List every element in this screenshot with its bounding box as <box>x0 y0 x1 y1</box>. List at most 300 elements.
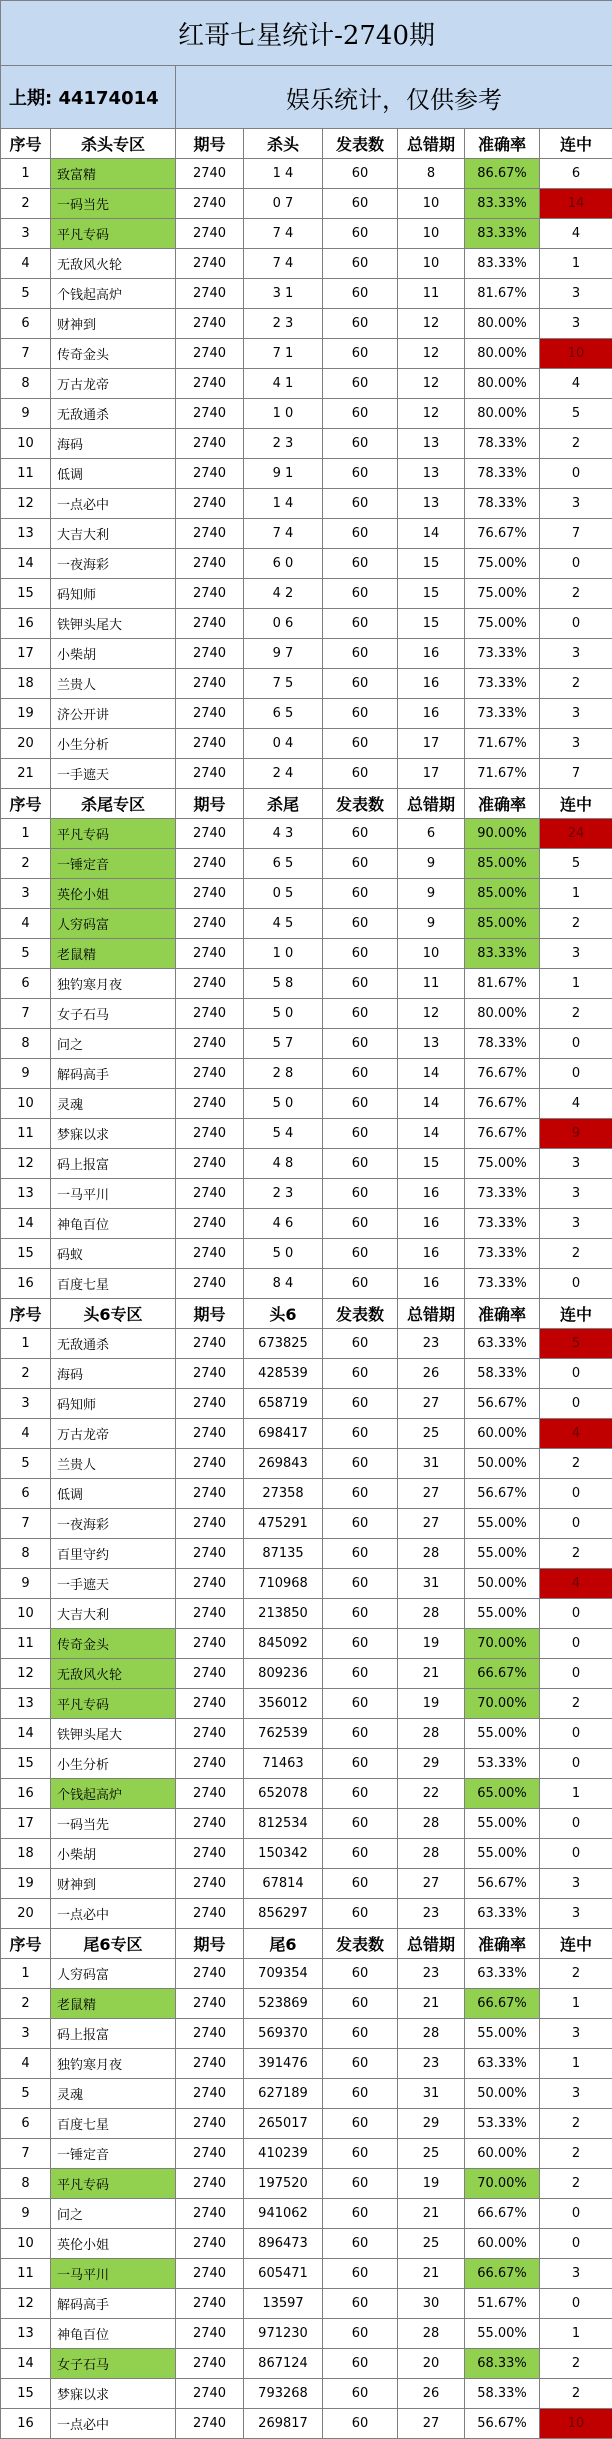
cell-streak: 2 <box>540 579 612 609</box>
cell-accuracy: 73.33% <box>465 699 540 729</box>
cell-prediction: 150342 <box>244 1839 323 1869</box>
table-row <box>1 1389 612 1419</box>
table-row <box>1 1899 612 1929</box>
cell-accuracy: 71.67% <box>465 759 540 789</box>
cell-total-misses: 10 <box>398 939 465 969</box>
cell-published-count: 60 <box>323 699 398 729</box>
cell-index: 10 <box>1 1089 51 1119</box>
cell-period: 2740 <box>176 1629 244 1659</box>
cell-published-count: 60 <box>323 969 398 999</box>
cell-published-count: 60 <box>323 669 398 699</box>
table-row <box>1 819 612 849</box>
cell-prediction: 652078 <box>244 1779 323 1809</box>
cell-expert-name: 传奇金头 <box>51 339 176 369</box>
cell-prediction: 605471 <box>244 2259 323 2289</box>
cell-streak: 0 <box>540 1749 612 1779</box>
cell-accuracy: 60.00% <box>465 1419 540 1449</box>
cell-published-count: 60 <box>323 249 398 279</box>
cell-streak: 0 <box>540 1059 612 1089</box>
table-row <box>1 399 612 429</box>
column-header-prediction: 头6 <box>244 1299 323 1329</box>
cell-accuracy: 90.00% <box>465 819 540 849</box>
cell-accuracy: 83.33% <box>465 189 540 219</box>
table-row <box>1 729 612 759</box>
cell-accuracy: 55.00% <box>465 1509 540 1539</box>
cell-index: 3 <box>1 879 51 909</box>
cell-streak: 2 <box>540 2379 612 2409</box>
cell-period: 2740 <box>176 1719 244 1749</box>
cell-streak: 2 <box>540 2169 612 2199</box>
cell-period: 2740 <box>176 1449 244 1479</box>
cell-published-count: 60 <box>323 609 398 639</box>
cell-published-count: 60 <box>323 2049 398 2079</box>
cell-prediction: 569370 <box>244 2019 323 2049</box>
table-row <box>1 2109 612 2139</box>
table-row <box>1 2049 612 2079</box>
cell-published-count: 60 <box>323 1839 398 1869</box>
cell-expert-name: 灵魂 <box>51 2079 176 2109</box>
cell-streak: 0 <box>540 459 612 489</box>
cell-accuracy: 66.67% <box>465 1659 540 1689</box>
cell-period: 2740 <box>176 369 244 399</box>
cell-accuracy: 63.33% <box>465 1959 540 1989</box>
cell-index: 4 <box>1 249 51 279</box>
cell-accuracy: 73.33% <box>465 1179 540 1209</box>
cell-expert-name: 女子石马 <box>51 2349 176 2379</box>
cell-total-misses: 15 <box>398 1149 465 1179</box>
cell-index: 14 <box>1 1209 51 1239</box>
cell-published-count: 60 <box>323 819 398 849</box>
cell-period: 2740 <box>176 2079 244 2109</box>
cell-expert-name: 百度七星 <box>51 2109 176 2139</box>
cell-total-misses: 28 <box>398 2319 465 2349</box>
cell-index: 1 <box>1 1329 51 1359</box>
cell-published-count: 60 <box>323 1449 398 1479</box>
cell-period: 2740 <box>176 1869 244 1899</box>
cell-expert-name: 一点必中 <box>51 2409 176 2439</box>
cell-published-count: 60 <box>323 1719 398 1749</box>
table-row <box>1 1029 612 1059</box>
cell-period: 2740 <box>176 2259 244 2289</box>
column-header-index: 序号 <box>1 1929 51 1959</box>
cell-total-misses: 6 <box>398 819 465 849</box>
cell-total-misses: 16 <box>398 1179 465 1209</box>
cell-index: 2 <box>1 849 51 879</box>
cell-prediction: 0 5 <box>244 879 323 909</box>
cell-period: 2740 <box>176 759 244 789</box>
cell-accuracy: 80.00% <box>465 369 540 399</box>
cell-prediction: 269817 <box>244 2409 323 2439</box>
cell-period: 2740 <box>176 2139 244 2169</box>
cell-total-misses: 23 <box>398 1959 465 1989</box>
cell-published-count: 60 <box>323 1989 398 2019</box>
column-header-published-count: 发表数 <box>323 129 398 159</box>
table-row <box>1 369 612 399</box>
cell-streak: 2 <box>540 2139 612 2169</box>
cell-total-misses: 9 <box>398 879 465 909</box>
cell-streak: 0 <box>540 1269 612 1299</box>
cell-expert-name: 一夜海彩 <box>51 1509 176 1539</box>
table-row <box>1 909 612 939</box>
cell-accuracy: 85.00% <box>465 909 540 939</box>
cell-accuracy: 70.00% <box>465 1689 540 1719</box>
cell-index: 15 <box>1 579 51 609</box>
cell-published-count: 60 <box>323 1239 398 1269</box>
cell-accuracy: 83.33% <box>465 939 540 969</box>
column-header-published-count: 发表数 <box>323 1299 398 1329</box>
cell-index: 10 <box>1 2229 51 2259</box>
cell-total-misses: 21 <box>398 1989 465 2019</box>
table-row <box>1 1209 612 1239</box>
cell-total-misses: 15 <box>398 609 465 639</box>
cell-index: 15 <box>1 1749 51 1779</box>
cell-period: 2740 <box>176 1479 244 1509</box>
table-row <box>1 429 612 459</box>
cell-total-misses: 31 <box>398 2079 465 2109</box>
cell-published-count: 60 <box>323 2139 398 2169</box>
table-row <box>1 1599 612 1629</box>
table-row <box>1 669 612 699</box>
cell-published-count: 60 <box>323 849 398 879</box>
cell-streak: 0 <box>540 1359 612 1389</box>
cell-streak: 3 <box>540 2079 612 2109</box>
cell-published-count: 60 <box>323 1269 398 1299</box>
cell-published-count: 60 <box>323 2109 398 2139</box>
cell-index: 8 <box>1 1029 51 1059</box>
cell-accuracy: 78.33% <box>465 459 540 489</box>
cell-total-misses: 19 <box>398 1689 465 1719</box>
cell-total-misses: 10 <box>398 219 465 249</box>
cell-total-misses: 28 <box>398 1809 465 1839</box>
cell-accuracy: 83.33% <box>465 249 540 279</box>
cell-accuracy: 75.00% <box>465 549 540 579</box>
cell-accuracy: 55.00% <box>465 2319 540 2349</box>
cell-accuracy: 80.00% <box>465 309 540 339</box>
cell-accuracy: 55.00% <box>465 2019 540 2049</box>
cell-total-misses: 16 <box>398 1239 465 1269</box>
cell-published-count: 60 <box>323 2169 398 2199</box>
cell-streak: 2 <box>540 429 612 459</box>
cell-total-misses: 23 <box>398 1329 465 1359</box>
cell-index: 11 <box>1 459 51 489</box>
table-row <box>1 1449 612 1479</box>
cell-streak: 4 <box>540 1419 612 1449</box>
cell-period: 2740 <box>176 549 244 579</box>
cell-total-misses: 29 <box>398 1749 465 1779</box>
cell-prediction: 2 3 <box>244 1179 323 1209</box>
table-row <box>1 939 612 969</box>
table-row <box>1 2019 612 2049</box>
cell-accuracy: 76.67% <box>465 1059 540 1089</box>
cell-index: 13 <box>1 2319 51 2349</box>
column-header-streak: 连中 <box>540 1929 612 1959</box>
cell-prediction: 4 2 <box>244 579 323 609</box>
table-row <box>1 879 612 909</box>
cell-expert-name: 独钓寒月夜 <box>51 969 176 999</box>
cell-period: 2740 <box>176 1689 244 1719</box>
cell-index: 3 <box>1 219 51 249</box>
cell-index: 11 <box>1 1119 51 1149</box>
cell-total-misses: 19 <box>398 2169 465 2199</box>
cell-expert-name: 平凡专码 <box>51 2169 176 2199</box>
table-row <box>1 1809 612 1839</box>
cell-accuracy: 55.00% <box>465 1719 540 1749</box>
table-row <box>1 2229 612 2259</box>
table-row <box>1 699 612 729</box>
column-header-published-count: 发表数 <box>323 789 398 819</box>
cell-accuracy: 75.00% <box>465 579 540 609</box>
cell-streak: 3 <box>540 1179 612 1209</box>
column-header-prediction: 杀头 <box>244 129 323 159</box>
cell-index: 6 <box>1 309 51 339</box>
cell-published-count: 60 <box>323 1899 398 1929</box>
cell-period: 2740 <box>176 399 244 429</box>
table-row <box>1 1989 612 2019</box>
cell-expert-name: 大吉大利 <box>51 519 176 549</box>
cell-prediction: 1 4 <box>244 489 323 519</box>
cell-expert-name: 问之 <box>51 1029 176 1059</box>
cell-published-count: 60 <box>323 2079 398 2109</box>
cell-published-count: 60 <box>323 1059 398 1089</box>
column-header-index: 序号 <box>1 789 51 819</box>
cell-total-misses: 26 <box>398 1359 465 1389</box>
cell-streak: 3 <box>540 309 612 339</box>
cell-accuracy: 55.00% <box>465 1809 540 1839</box>
cell-expert-name: 平凡专码 <box>51 819 176 849</box>
cell-prediction: 0 6 <box>244 609 323 639</box>
cell-streak: 9 <box>540 1119 612 1149</box>
cell-index: 14 <box>1 1719 51 1749</box>
cell-prediction: 475291 <box>244 1509 323 1539</box>
cell-accuracy: 66.67% <box>465 2259 540 2289</box>
cell-accuracy: 50.00% <box>465 2079 540 2109</box>
cell-streak: 1 <box>540 2049 612 2079</box>
cell-expert-name: 人穷码富 <box>51 909 176 939</box>
cell-published-count: 60 <box>323 1779 398 1809</box>
cell-expert-name: 老鼠精 <box>51 939 176 969</box>
cell-expert-name: 女子石马 <box>51 999 176 1029</box>
cell-index: 16 <box>1 2409 51 2439</box>
cell-index: 5 <box>1 279 51 309</box>
cell-published-count: 60 <box>323 519 398 549</box>
cell-index: 11 <box>1 2259 51 2289</box>
cell-total-misses: 13 <box>398 1029 465 1059</box>
cell-expert-name: 百里守约 <box>51 1539 176 1569</box>
cell-period: 2740 <box>176 2319 244 2349</box>
cell-accuracy: 78.33% <box>465 429 540 459</box>
cell-index: 3 <box>1 1389 51 1419</box>
cell-accuracy: 63.33% <box>465 2049 540 2079</box>
table-row <box>1 2079 612 2109</box>
cell-expert-name: 一点必中 <box>51 1899 176 1929</box>
cell-index: 8 <box>1 1539 51 1569</box>
cell-total-misses: 31 <box>398 1449 465 1479</box>
cell-total-misses: 16 <box>398 639 465 669</box>
cell-prediction: 0 7 <box>244 189 323 219</box>
cell-streak: 1 <box>540 879 612 909</box>
cell-streak: 4 <box>540 1569 612 1599</box>
table-row <box>1 2199 612 2229</box>
table-row <box>1 1269 612 1299</box>
cell-total-misses: 25 <box>398 1419 465 1449</box>
cell-streak: 5 <box>540 1329 612 1359</box>
cell-accuracy: 65.00% <box>465 1779 540 1809</box>
column-header-prediction: 尾6 <box>244 1929 323 1959</box>
cell-prediction: 5 0 <box>244 1239 323 1269</box>
cell-streak: 3 <box>540 939 612 969</box>
cell-total-misses: 11 <box>398 969 465 999</box>
cell-expert-name: 一点必中 <box>51 489 176 519</box>
cell-period: 2740 <box>176 1179 244 1209</box>
table-row <box>1 1689 612 1719</box>
cell-published-count: 60 <box>323 2019 398 2049</box>
cell-index: 12 <box>1 489 51 519</box>
cell-expert-name: 小柴胡 <box>51 639 176 669</box>
cell-prediction: 896473 <box>244 2229 323 2259</box>
cell-published-count: 60 <box>323 1329 398 1359</box>
cell-accuracy: 73.33% <box>465 669 540 699</box>
cell-index: 16 <box>1 609 51 639</box>
cell-published-count: 60 <box>323 1539 398 1569</box>
cell-streak: 7 <box>540 759 612 789</box>
cell-total-misses: 28 <box>398 2019 465 2049</box>
cell-total-misses: 20 <box>398 2349 465 2379</box>
cell-total-misses: 10 <box>398 249 465 279</box>
cell-accuracy: 66.67% <box>465 2199 540 2229</box>
column-header-accuracy: 准确率 <box>465 129 540 159</box>
cell-accuracy: 76.67% <box>465 1119 540 1149</box>
cell-expert-name: 英伦小姐 <box>51 879 176 909</box>
table-row <box>1 2409 612 2439</box>
cell-accuracy: 53.33% <box>465 1749 540 1779</box>
cell-published-count: 60 <box>323 729 398 759</box>
cell-accuracy: 55.00% <box>465 1539 540 1569</box>
table-row <box>1 1959 612 1989</box>
cell-accuracy: 56.67% <box>465 1869 540 1899</box>
cell-prediction: 269843 <box>244 1449 323 1479</box>
cell-streak: 2 <box>540 1539 612 1569</box>
cell-accuracy: 86.67% <box>465 159 540 189</box>
cell-published-count: 60 <box>323 219 398 249</box>
cell-period: 2740 <box>176 1059 244 1089</box>
cell-expert-name: 英伦小姐 <box>51 2229 176 2259</box>
cell-published-count: 60 <box>323 189 398 219</box>
column-header-total-misses: 总错期 <box>398 789 465 819</box>
cell-expert-name: 解码高手 <box>51 1059 176 1089</box>
cell-expert-name: 神龟百位 <box>51 2319 176 2349</box>
cell-index: 5 <box>1 1449 51 1479</box>
cell-streak: 1 <box>540 1989 612 2019</box>
table-row <box>1 969 612 999</box>
cell-prediction: 2 4 <box>244 759 323 789</box>
cell-expert-name: 个钱起高炉 <box>51 1779 176 1809</box>
cell-index: 17 <box>1 1809 51 1839</box>
cell-prediction: 9 7 <box>244 639 323 669</box>
cell-published-count: 60 <box>323 579 398 609</box>
cell-streak: 3 <box>540 1209 612 1239</box>
cell-total-misses: 28 <box>398 1719 465 1749</box>
cell-expert-name: 码上报富 <box>51 2019 176 2049</box>
cell-prediction: 356012 <box>244 1689 323 1719</box>
cell-published-count: 60 <box>323 1389 398 1419</box>
table-row <box>1 1059 612 1089</box>
cell-index: 7 <box>1 339 51 369</box>
cell-prediction: 391476 <box>244 2049 323 2079</box>
cell-streak: 3 <box>540 279 612 309</box>
cell-period: 2740 <box>176 1089 244 1119</box>
cell-index: 13 <box>1 519 51 549</box>
cell-period: 2740 <box>176 1839 244 1869</box>
cell-accuracy: 53.33% <box>465 2109 540 2139</box>
cell-total-misses: 27 <box>398 1479 465 1509</box>
cell-total-misses: 26 <box>398 2379 465 2409</box>
cell-prediction: 87135 <box>244 1539 323 1569</box>
cell-expert-name: 财神到 <box>51 1869 176 1899</box>
column-header-index: 序号 <box>1 129 51 159</box>
cell-index: 19 <box>1 1869 51 1899</box>
cell-streak: 0 <box>540 1719 612 1749</box>
cell-streak: 0 <box>540 1659 612 1689</box>
cell-streak: 2 <box>540 2349 612 2379</box>
cell-expert-name: 个钱起高炉 <box>51 279 176 309</box>
cell-total-misses: 21 <box>398 2199 465 2229</box>
table-row <box>1 189 612 219</box>
table-row <box>1 759 612 789</box>
cell-prediction: 7 4 <box>244 219 323 249</box>
cell-prediction: 627189 <box>244 2079 323 2109</box>
cell-period: 2740 <box>176 909 244 939</box>
table-row <box>1 1239 612 1269</box>
cell-expert-name: 一锤定音 <box>51 2139 176 2169</box>
cell-streak: 6 <box>540 159 612 189</box>
table-row <box>1 1329 612 1359</box>
cell-index: 11 <box>1 1629 51 1659</box>
cell-published-count: 60 <box>323 939 398 969</box>
cell-accuracy: 70.00% <box>465 1629 540 1659</box>
cell-streak: 3 <box>540 639 612 669</box>
cell-total-misses: 9 <box>398 909 465 939</box>
cell-period: 2740 <box>176 2169 244 2199</box>
cell-expert-name: 无敌风火轮 <box>51 249 176 279</box>
cell-index: 5 <box>1 939 51 969</box>
cell-index: 4 <box>1 1419 51 1449</box>
cell-period: 2740 <box>176 1419 244 1449</box>
cell-period: 2740 <box>176 1779 244 1809</box>
cell-period: 2740 <box>176 1569 244 1599</box>
cell-streak: 0 <box>540 1839 612 1869</box>
cell-prediction: 4 6 <box>244 1209 323 1239</box>
cell-period: 2740 <box>176 2289 244 2319</box>
cell-streak: 4 <box>540 219 612 249</box>
cell-streak: 3 <box>540 1899 612 1929</box>
cell-expert-name: 海码 <box>51 429 176 459</box>
cell-expert-name: 码知师 <box>51 579 176 609</box>
cell-expert-name: 传奇金头 <box>51 1629 176 1659</box>
table-row <box>1 1719 612 1749</box>
cell-published-count: 60 <box>323 2289 398 2319</box>
cell-index: 21 <box>1 759 51 789</box>
cell-prediction: 27358 <box>244 1479 323 1509</box>
cell-total-misses: 21 <box>398 1659 465 1689</box>
cell-total-misses: 9 <box>398 849 465 879</box>
cell-prediction: 5 7 <box>244 1029 323 1059</box>
cell-published-count: 60 <box>323 2379 398 2409</box>
cell-streak: 3 <box>540 489 612 519</box>
column-header-expert-name: 杀头专区 <box>51 129 176 159</box>
cell-period: 2740 <box>176 249 244 279</box>
table-row <box>1 279 612 309</box>
cell-published-count: 60 <box>323 2199 398 2229</box>
